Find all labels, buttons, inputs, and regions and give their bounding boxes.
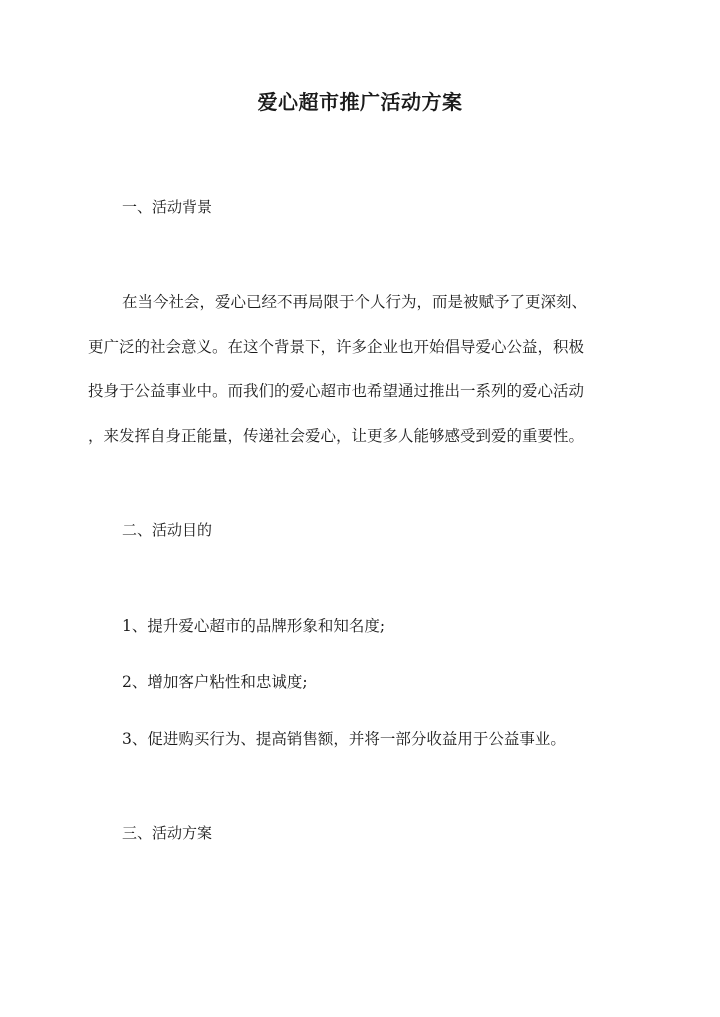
section-heading-objectives: 二、活动目的 — [122, 521, 213, 539]
objective-item: 3、促进购买行为、提高销售额，并将一部分收益用于公益事业。 — [122, 730, 566, 748]
section-heading-plan: 三、活动方案 — [122, 824, 213, 842]
paragraph-line: 在当今社会，爱心已经不再局限于个人行为，而是被赋予了更深刻、 — [122, 293, 588, 311]
section-heading-background: 一、活动背景 — [122, 198, 213, 216]
paragraph-line: ，来发挥自身正能量，传递社会爱心，让更多人能够感受到爱的重要性。 — [88, 427, 585, 445]
document-title: 爱心超市推广活动方案 — [257, 90, 463, 114]
objective-item: 2、增加客户粘性和忠诚度; — [122, 673, 308, 691]
paragraph-line: 投身于公益事业中。而我们的爱心超市也希望通过推出一系列的爱心活动 — [88, 382, 585, 400]
objective-item: 1、提升爱心超市的品牌形象和知名度; — [122, 617, 386, 635]
paragraph-line: 更广泛的社会意义。在这个背景下，许多企业也开始倡导爱心公益，积极 — [88, 338, 585, 356]
